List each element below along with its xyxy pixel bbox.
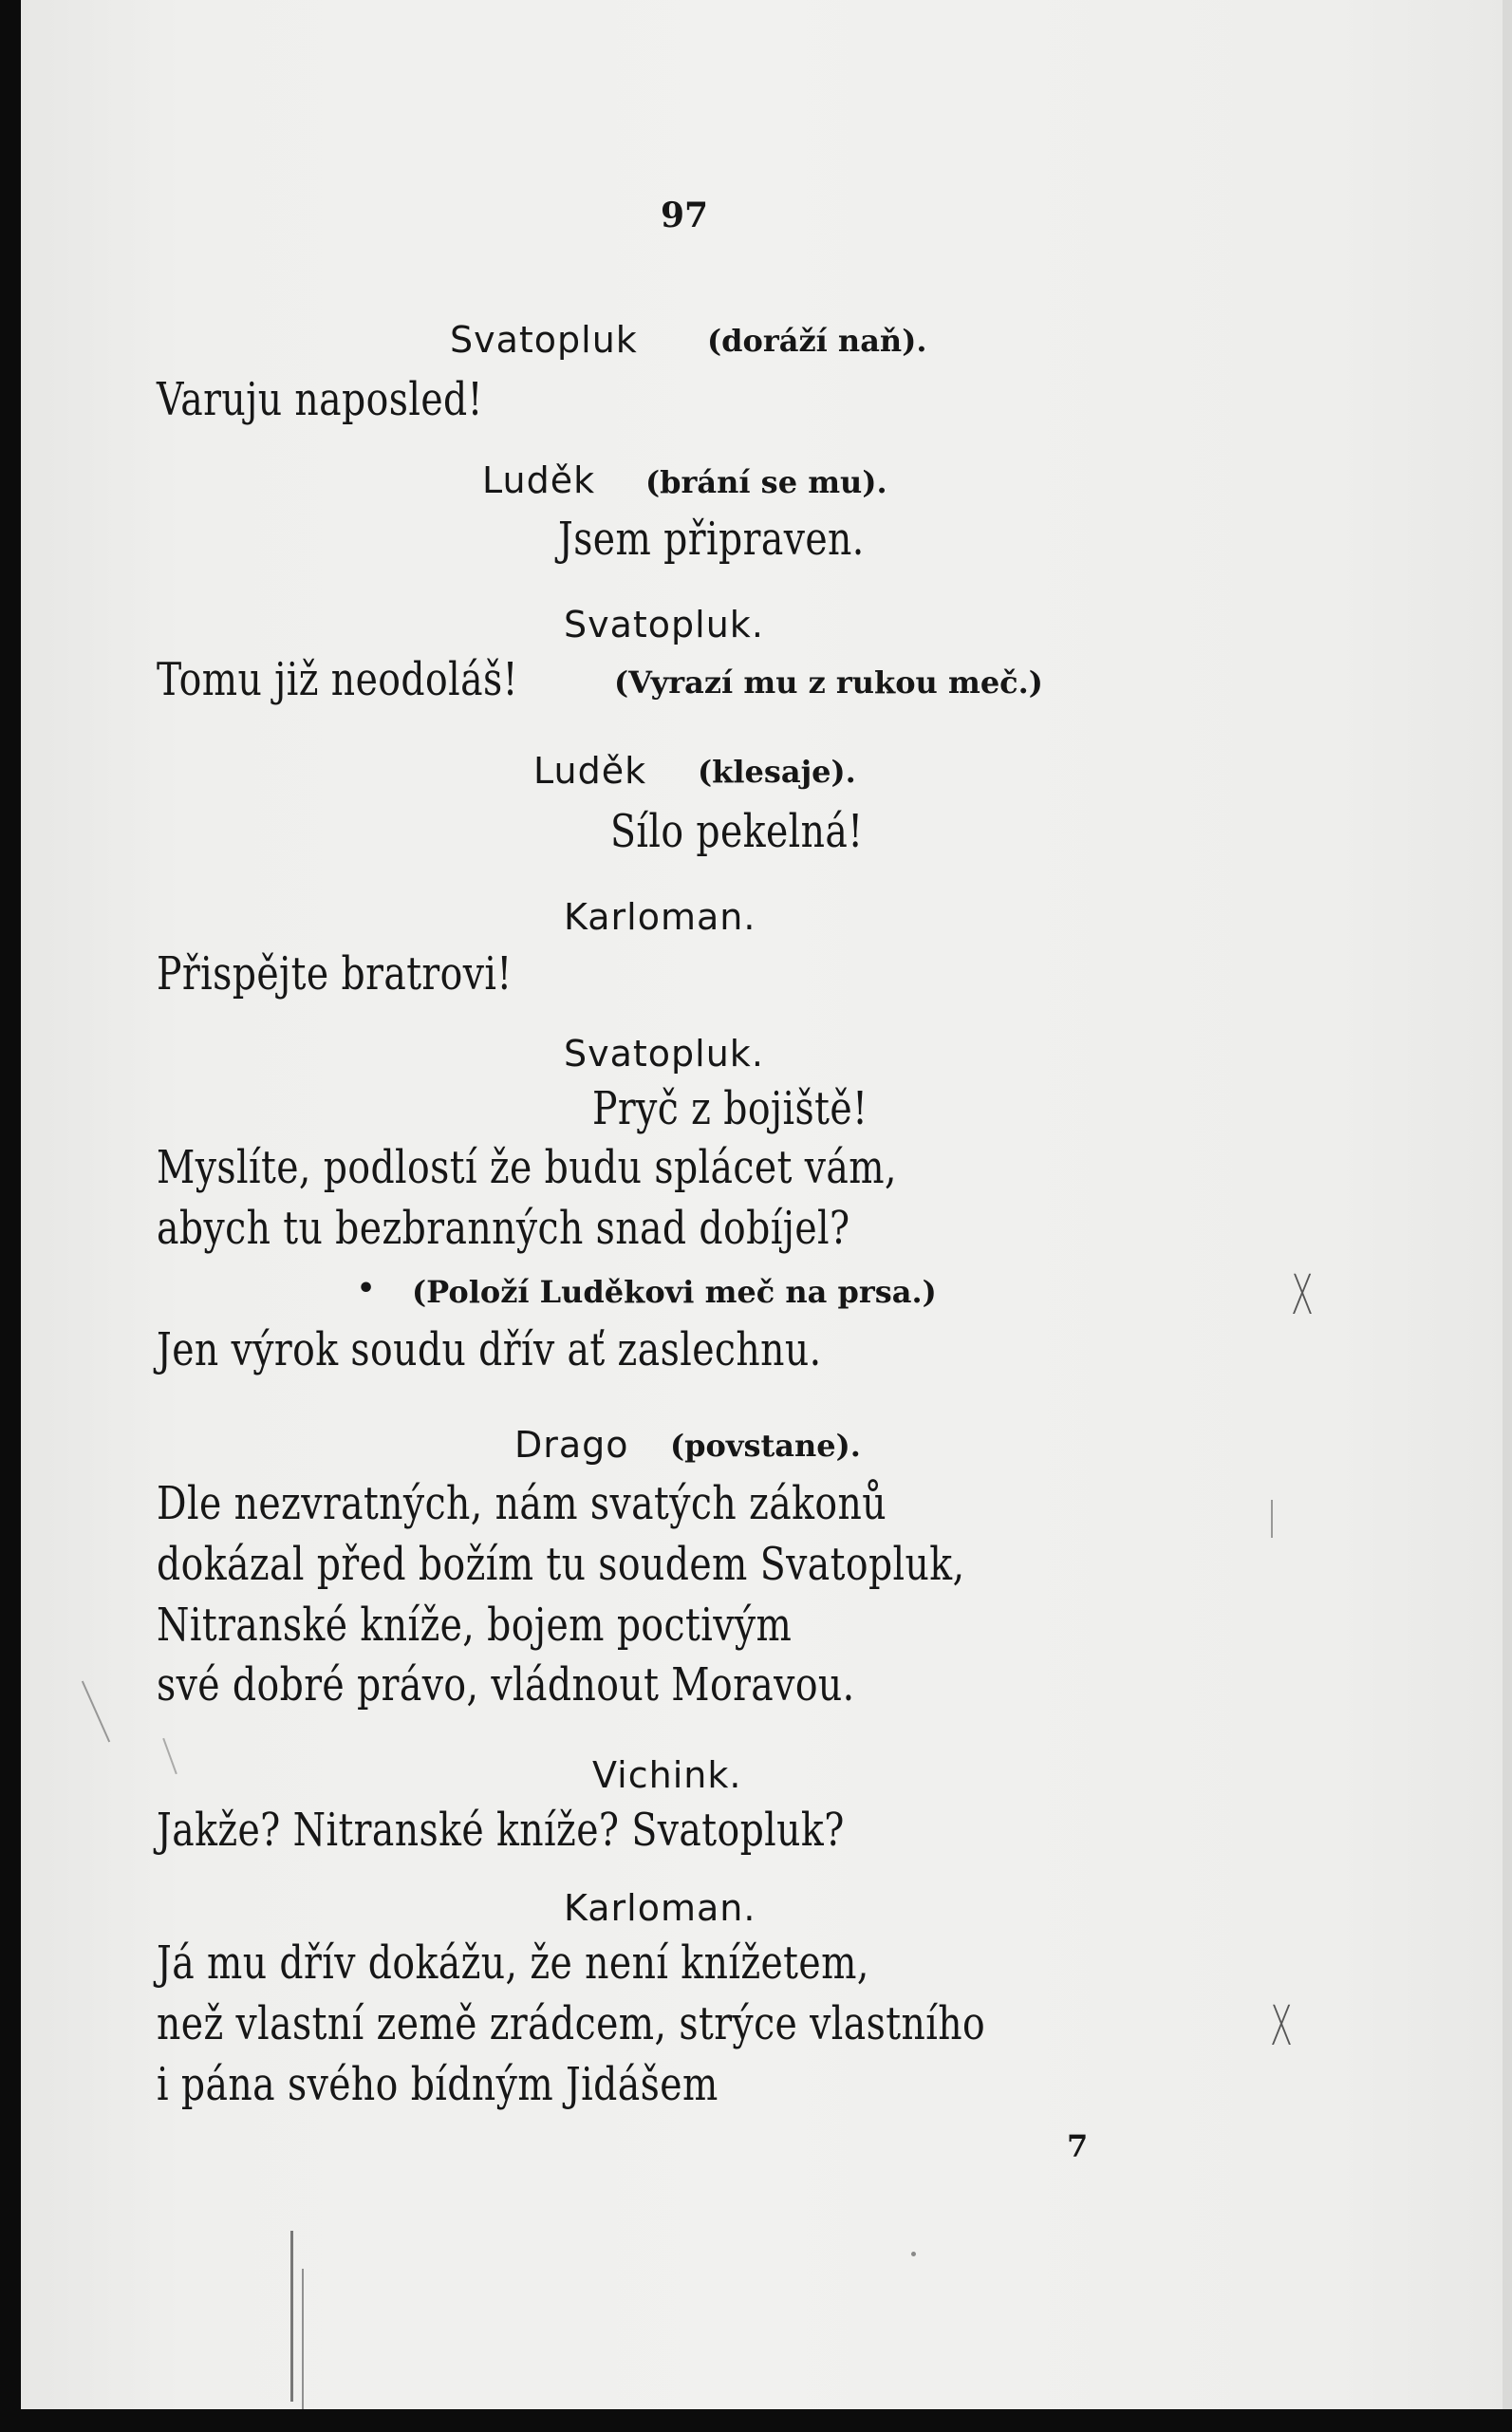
dust-speck <box>911 2252 916 2256</box>
verse-line: Pryč z bojiště! <box>592 1082 868 1135</box>
verse-line: Varuju naposled! <box>157 373 483 426</box>
stage-direction: (Vyrazí mu z rukou meč.) <box>614 664 1043 701</box>
verse-line: Dle nezvratných, nám svatých zákonů <box>157 1477 887 1530</box>
verse-line: abych tu bezbranných snad dobíjel? <box>157 1202 850 1255</box>
verse-line: Tomu již neodoláš! <box>157 653 518 706</box>
scan-bottom-border <box>0 2409 1512 2432</box>
verse-line: Myslíte, podlostí že budu splácet vám, <box>157 1141 897 1194</box>
verse-line: Jen výrok soudu dřív ať zaslechnu. <box>157 1323 822 1376</box>
verse-line: Jakže? Nitranské kníže? Svatopluk? <box>157 1804 845 1857</box>
pencil-stroke <box>162 1738 177 1774</box>
verse-line: své dobré právo, vládnout Moravou. <box>157 1658 855 1712</box>
scan-right-edge <box>1503 0 1512 2432</box>
speaker-label: Karloman. <box>564 1887 756 1929</box>
scan-left-border <box>0 0 21 2432</box>
margin-x-mark: X <box>1269 1993 1293 2058</box>
verse-line: Přispějte bratrovi! <box>157 947 513 1001</box>
pencil-stroke <box>82 1681 110 1743</box>
verse-line: Sílo pekelná! <box>610 805 864 858</box>
stage-direction: (doráží naň). <box>707 323 927 359</box>
speaker-label: Karloman. <box>564 896 756 938</box>
speaker-label: Drago <box>514 1424 629 1466</box>
verse-line: dokázal před božím tu soudem Svatopluk, <box>157 1538 965 1591</box>
verse-line: Nitranské kníže, bojem poctivým <box>157 1599 793 1652</box>
speaker-label: Svatopluk. <box>564 604 764 645</box>
pencil-stroke <box>290 2231 293 2402</box>
stage-bullet: • <box>357 1272 376 1305</box>
stage-direction: (klesaje). <box>698 754 856 790</box>
verse-line: i pána svého bídným Jidášem <box>157 2058 719 2111</box>
pencil-stroke <box>302 2269 304 2409</box>
stage-direction: (Položí Luděkovi meč na prsa.) <box>412 1274 937 1310</box>
speaker-label: Svatopluk <box>450 319 638 361</box>
stage-direction: (povstane). <box>670 1428 861 1464</box>
speaker-label: Luděk <box>482 459 596 501</box>
stage-direction: (brání se mu). <box>645 464 887 500</box>
speaker-label: Svatopluk. <box>564 1033 764 1075</box>
pencil-stroke <box>1271 1500 1273 1538</box>
verse-line: Jsem připraven. <box>558 513 865 566</box>
verse-line: Já mu dřív dokážu, že není knížetem, <box>157 1936 869 1990</box>
verse-line: než vlastní země zrádcem, strýce vlastního <box>157 1997 986 2050</box>
signature-mark: 7 <box>1067 2128 1089 2164</box>
margin-x-mark: X <box>1290 1263 1314 1327</box>
speaker-label: Luděk <box>533 750 647 792</box>
page-number: 97 <box>661 196 709 235</box>
speaker-label: Vichink. <box>592 1754 742 1796</box>
